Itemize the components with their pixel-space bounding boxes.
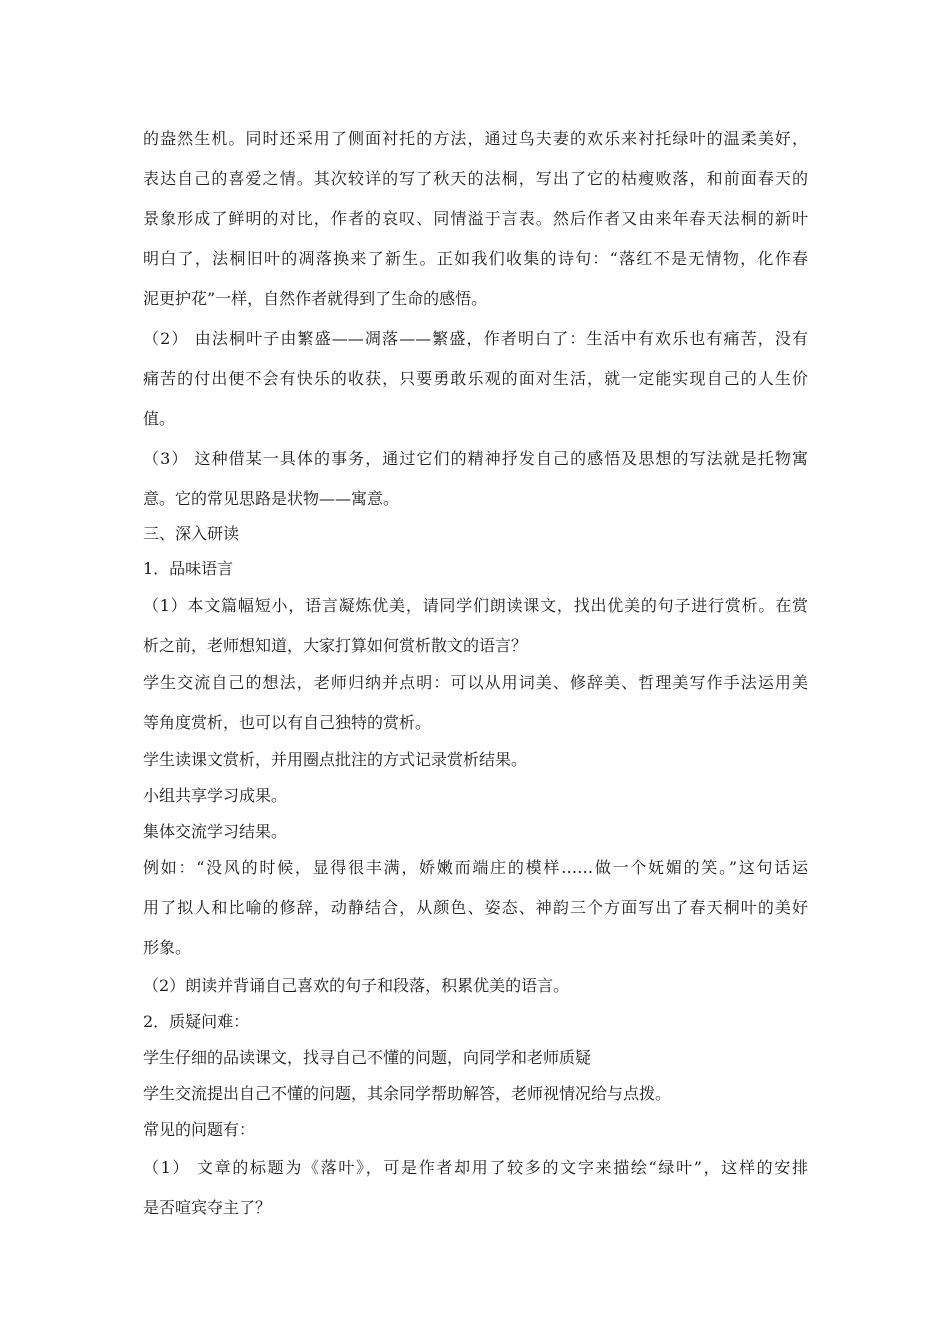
- text-line: 明白了，法桐旧叶的凋落换来了新生。正如我们收集的诗句：“落红不是无情物，化作春: [143, 249, 808, 268]
- text-line: 意。它的常见思路是状物——寓意。: [143, 489, 400, 508]
- text-line: 三、深入研读: [143, 524, 240, 543]
- text-line: 1．品味语言: [143, 559, 234, 578]
- text-line: 小组共享学习成果。: [143, 786, 288, 805]
- text-line: 学生交流提出自己不懂的问题，其余同学帮助解答，老师视情况给与点拨。: [143, 1084, 672, 1103]
- text-line: 痛苦的付出便不会有快乐的收获，只要勇敢乐观的面对生活，就一定能实现自己的人生价: [143, 369, 808, 388]
- text-line: 泥更护花”一样，自然作者就得到了生命的感悟。: [143, 289, 488, 308]
- text-line: 析之前，老师想知道，大家打算如何赏析散文的语言？: [143, 636, 528, 655]
- text-line: 是否喧宾夺主了？: [143, 1198, 272, 1217]
- text-line: 常见的问题有：: [143, 1120, 256, 1139]
- text-line: 形象。: [143, 938, 192, 957]
- text-line: 等角度赏析，也可以有自己独特的赏析。: [143, 713, 432, 732]
- text-line: 的盎然生机。同时还采用了侧面衬托的方法，通过鸟夫妻的欢乐来衬托绿叶的温柔美好，: [143, 129, 808, 148]
- text-line: 值。: [143, 409, 176, 428]
- text-line: 景象形成了鲜明的对比，作者的哀叹、同情溢于言表。然后作者又由来年春天法桐的新叶: [143, 209, 808, 228]
- text-line: 表达自己的喜爱之情。其次较详的写了秋天的法桐，写出了它的枯瘦败落，和前面春天的: [143, 169, 808, 188]
- text-line: 例如：“没风的时候，显得很丰满，娇嫩而端庄的模样……做一个妩媚的笑。”这句话运: [143, 858, 808, 877]
- text-line: 学生仔细的品读课文，找寻自己不懂的问题，向同学和老师质疑: [143, 1048, 592, 1067]
- text-line: 2．质疑问难：: [143, 1012, 250, 1031]
- text-line: 学生读课文赏析，并用圈点批注的方式记录赏析结果。: [143, 750, 528, 769]
- text-line: 用了拟人和比喻的修辞，动静结合，从颜色、姿态、神韵三个方面写出了春天桐叶的美好: [143, 898, 808, 917]
- text-line: （3） 这种借某一具体的事务，通过它们的精神抒发自己的感悟及思想的写法就是托物寓: [143, 449, 808, 468]
- text-line: （1）本文篇幅短小，语言凝炼优美，请同学们朗读课文，找出优美的句子进行赏析。在赏: [143, 596, 808, 615]
- text-line: 学生交流自己的想法，老师归纳并点明：可以从用词美、修辞美、哲理美写作手法运用美: [143, 673, 808, 692]
- text-line: （2） 由法桐叶子由繁盛——凋落——繁盛，作者明白了：生活中有欢乐也有痛苦，没有: [143, 329, 808, 348]
- text-line: （1） 文章的标题为《落叶》，可是作者却用了较多的文字来描绘“绿叶”，这样的安排: [143, 1158, 808, 1177]
- text-line: 集体交流学习结果。: [143, 822, 288, 841]
- text-line: （2）朗读并背诵自己喜欢的句子和段落，积累优美的语言。: [143, 976, 570, 995]
